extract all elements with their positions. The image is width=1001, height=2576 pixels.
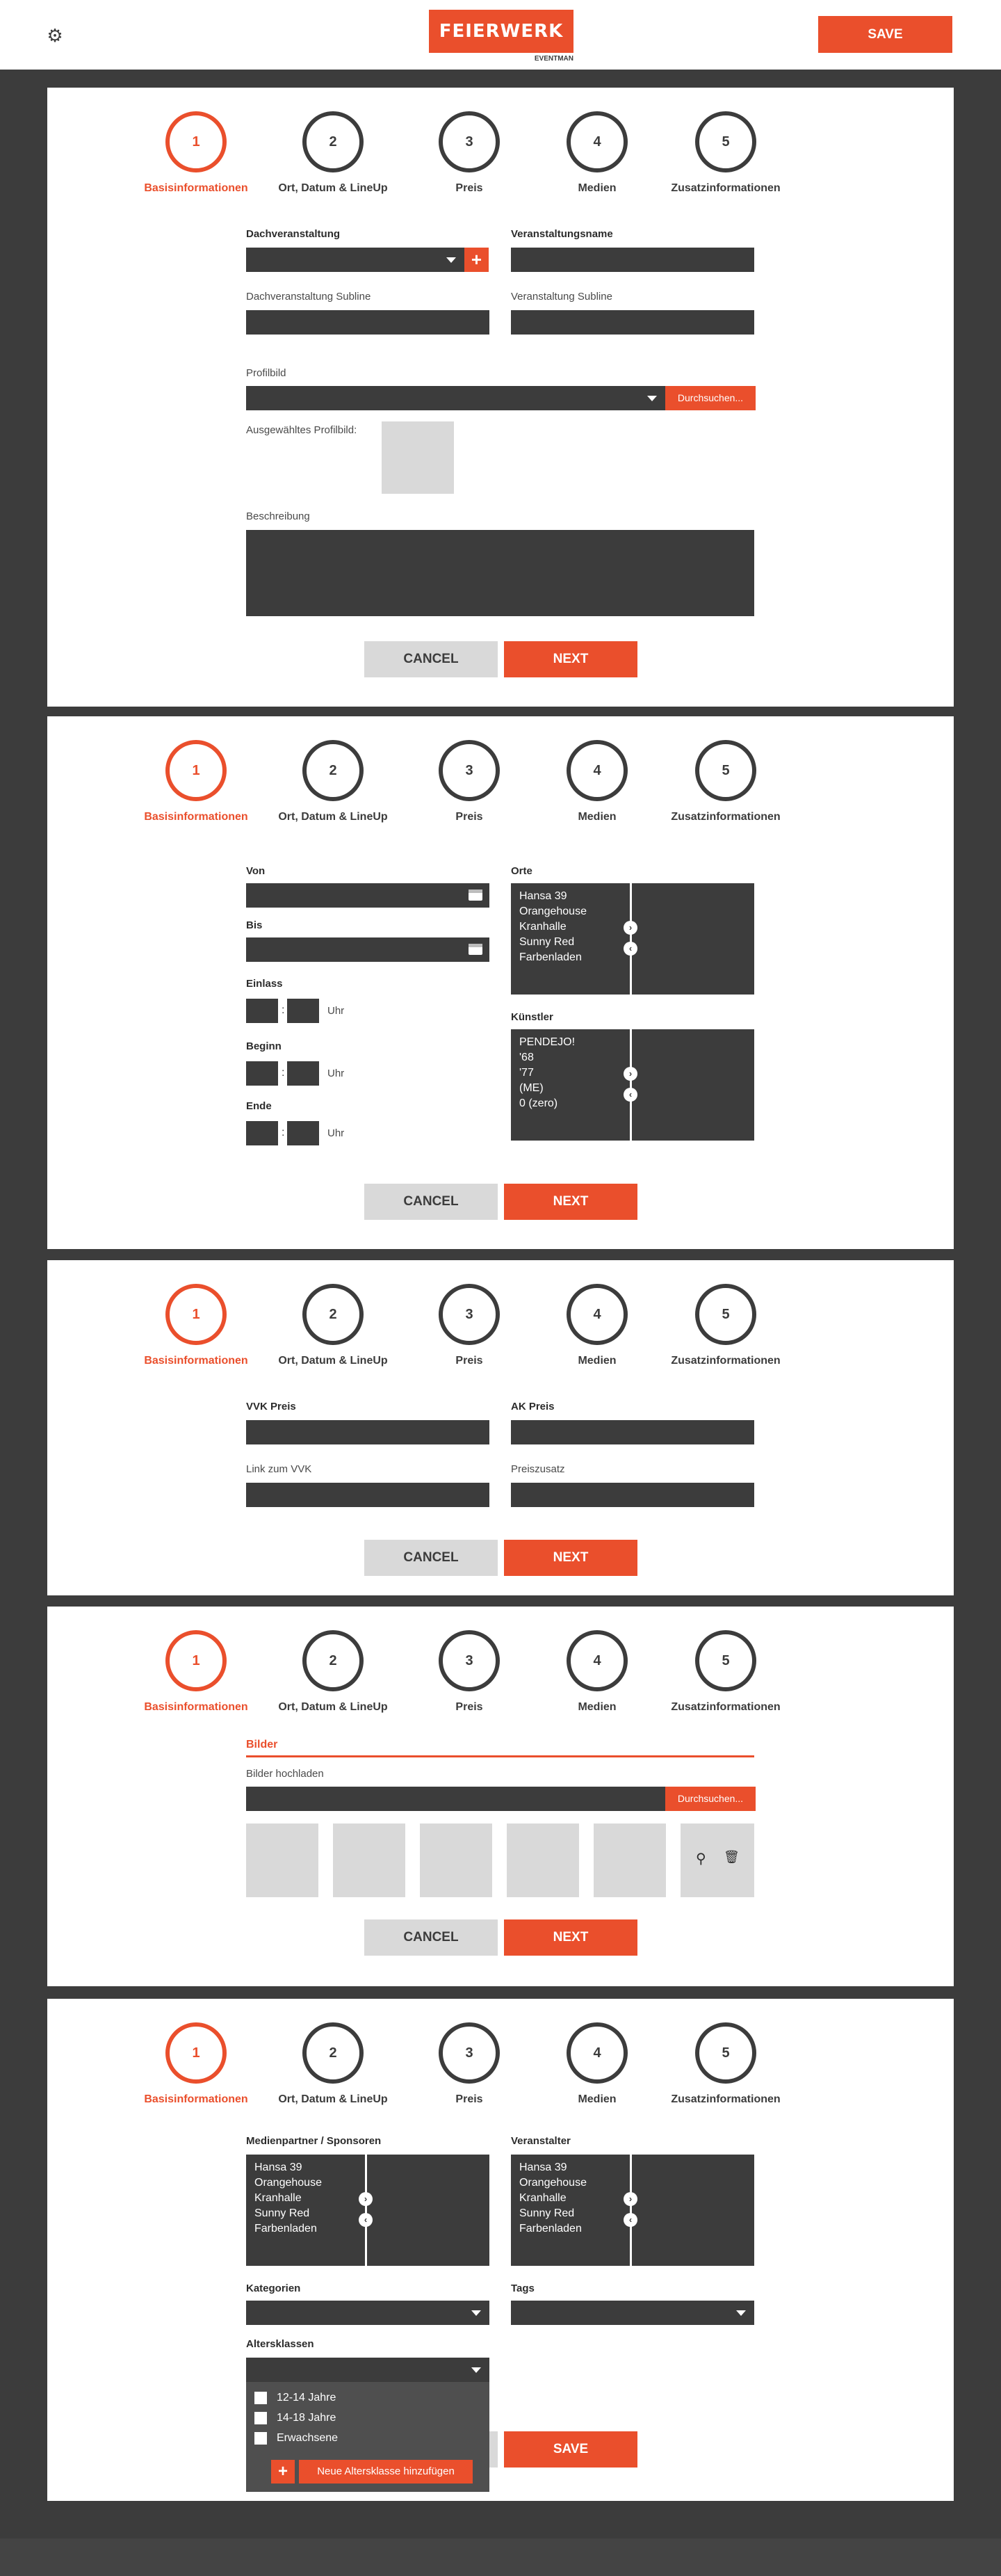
checkbox[interactable]	[254, 2412, 267, 2424]
time-separator: :	[282, 1127, 285, 1138]
ende-minute-input[interactable]	[287, 1121, 319, 1145]
step-circle[interactable]: 2	[302, 111, 364, 172]
step-circle[interactable]: 5	[695, 111, 756, 172]
bis-date-input[interactable]	[246, 937, 489, 962]
image-thumbnail[interactable]	[507, 1824, 579, 1897]
selected-profilbild-label: Ausgewähltes Profilbild:	[246, 424, 357, 436]
list-divider	[630, 1029, 632, 1141]
list-divider	[630, 2155, 632, 2266]
card-medien	[47, 1607, 954, 1986]
tags-select[interactable]	[511, 2301, 754, 2325]
step-label: Ort, Datum & LineUp	[278, 1701, 388, 1713]
cancel-button[interactable]: CANCEL	[364, 1919, 498, 1956]
step-2[interactable]	[257, 2022, 409, 2106]
cancel-button[interactable]: CANCEL	[364, 641, 498, 677]
step-1[interactable]	[120, 1284, 272, 1367]
chevron-down-icon	[446, 257, 456, 263]
sponsoren-label: Medienpartner / Sponsoren	[246, 2135, 382, 2147]
step-circle[interactable]: 1	[165, 1284, 227, 1345]
step-2[interactable]	[257, 1630, 409, 1714]
altersklasse-option[interactable]: 14-18 Jahre	[277, 2412, 336, 2424]
step-label: Ort, Datum & LineUp	[278, 2093, 388, 2105]
list-option[interactable]: Kranhalle	[254, 2192, 302, 2204]
step-2[interactable]	[257, 1284, 409, 1367]
step-1[interactable]	[120, 111, 272, 195]
step-circle[interactable]: 3	[439, 1284, 500, 1345]
image-tools	[681, 1824, 754, 1897]
image-thumbnail[interactable]	[420, 1824, 492, 1897]
altersklasse-option[interactable]: Erwachsene	[277, 2432, 339, 2444]
step-5[interactable]	[649, 1630, 802, 1714]
altersklasse-option[interactable]: 12-14 Jahre	[277, 2392, 336, 2404]
top-header	[0, 0, 1001, 70]
step-circle[interactable]: 1	[165, 2022, 227, 2084]
preiszusatz-input[interactable]	[511, 1483, 754, 1507]
chevron-down-icon	[736, 2310, 746, 2316]
logo-subtitle: EVENTMAN	[534, 55, 573, 63]
list-option[interactable]: Sunny Red	[519, 2207, 575, 2219]
stepper	[47, 1999, 954, 2110]
step-5[interactable]	[649, 2022, 802, 2106]
arrow-right-icon[interactable]: ›	[624, 2192, 637, 2206]
vvk-preis-label: VVK Preis	[246, 1401, 296, 1412]
step-label: Preis	[455, 1701, 483, 1713]
step-circle[interactable]: 4	[567, 1630, 628, 1691]
card-basisinformationen	[47, 88, 954, 707]
list-option[interactable]: Hansa 39	[519, 890, 567, 902]
step-circle[interactable]: 2	[302, 2022, 364, 2084]
veranstaltungsname-label: Veranstaltungsname	[511, 228, 613, 240]
step-label: Medien	[578, 1355, 617, 1367]
next-button[interactable]: NEXT	[504, 1184, 637, 1220]
stepper	[47, 88, 954, 199]
altersklassen-select[interactable]	[246, 2358, 489, 2382]
list-option[interactable]: Hansa 39	[519, 2162, 567, 2173]
magnifier-icon[interactable]: ⚲	[696, 1851, 706, 1867]
dachveranstaltung-label: Dachveranstaltung	[246, 228, 341, 240]
veranstalter-dual-list[interactable]	[511, 2155, 754, 2266]
step-label: Basisinformationen	[144, 182, 248, 194]
checkbox[interactable]	[254, 2392, 267, 2404]
veranstaltungsname-input[interactable]	[511, 248, 754, 272]
arrow-right-icon[interactable]: ›	[624, 1067, 637, 1081]
von-date-input[interactable]	[246, 883, 489, 908]
kuenstler-label: Künstler	[511, 1011, 553, 1023]
list-option[interactable]: Orangehouse	[519, 2177, 587, 2189]
step-circle[interactable]: 4	[567, 2022, 628, 2084]
list-option[interactable]: 0 (zero)	[519, 1097, 558, 1109]
step-label: Zusatzinformationen	[671, 2093, 781, 2105]
card-ort-datum	[47, 716, 954, 1249]
next-button[interactable]: NEXT	[504, 1540, 637, 1576]
bis-label: Bis	[246, 919, 263, 931]
step-label: Medien	[578, 182, 617, 194]
list-divider	[365, 2155, 367, 2266]
step-1[interactable]	[120, 1630, 272, 1714]
list-option[interactable]: Sunny Red	[519, 936, 575, 948]
section-divider	[246, 1755, 754, 1757]
step-circle[interactable]: 4	[567, 740, 628, 801]
list-option[interactable]: Farbenladen	[519, 2223, 582, 2235]
step-1[interactable]	[120, 2022, 272, 2106]
step-label: Preis	[455, 2093, 483, 2105]
time-separator: :	[282, 1004, 285, 1016]
link-vvk-label: Link zum VVK	[246, 1463, 312, 1475]
list-divider	[630, 883, 632, 995]
profilbild-browse-button[interactable]: Durchsuchen...	[665, 386, 756, 410]
arrow-left-icon[interactable]: ‹	[624, 942, 637, 956]
step-label: Zusatzinformationen	[671, 182, 781, 194]
step-circle[interactable]: 5	[695, 1284, 756, 1345]
step-label: Ort, Datum & LineUp	[278, 811, 388, 823]
list-option[interactable]: '77	[519, 1067, 534, 1079]
step-label: Medien	[578, 1701, 617, 1713]
step-label: Preis	[455, 182, 483, 194]
beginn-minute-input[interactable]	[287, 1061, 319, 1086]
step-2[interactable]	[257, 740, 409, 823]
stepper	[47, 1260, 954, 1371]
veranstaltung-subline-input[interactable]	[511, 310, 754, 335]
list-option[interactable]: Sunny Red	[254, 2207, 310, 2219]
sponsoren-dual-list[interactable]	[246, 2155, 489, 2266]
step-circle[interactable]: 5	[695, 2022, 756, 2084]
step-circle[interactable]: 2	[302, 740, 364, 801]
step-label: Preis	[455, 811, 483, 823]
kategorien-label: Kategorien	[246, 2283, 301, 2294]
profilbild-preview	[382, 421, 454, 494]
chevron-down-icon	[471, 2367, 481, 2373]
step-label: Basisinformationen	[144, 1355, 248, 1367]
ende-hour-input[interactable]	[246, 1121, 278, 1145]
list-option[interactable]: Hansa 39	[254, 2162, 302, 2173]
card-zusatzinformationen	[47, 1999, 954, 2501]
kuenstler-dual-list[interactable]	[511, 1029, 754, 1141]
plus-icon[interactable]: +	[271, 2460, 295, 2484]
cancel-button[interactable]: CANCEL	[364, 1184, 498, 1220]
altersklassen-dropdown	[246, 2382, 489, 2492]
arrow-right-icon[interactable]: ›	[624, 921, 637, 935]
step-label: Ort, Datum & LineUp	[278, 182, 388, 194]
list-option[interactable]: '68	[519, 1052, 534, 1063]
veranstalter-options[interactable]	[519, 2160, 587, 2237]
step-circle[interactable]: 3	[439, 1630, 500, 1691]
arrow-left-icon[interactable]: ‹	[624, 2213, 637, 2227]
chevron-down-icon	[471, 2310, 481, 2316]
veranstalter-label: Veranstalter	[511, 2135, 571, 2147]
step-circle[interactable]: 5	[695, 740, 756, 801]
step-label: Zusatzinformationen	[671, 1701, 781, 1713]
dach-subline-label: Dachveranstaltung Subline	[246, 291, 371, 303]
kategorien-select[interactable]	[246, 2301, 489, 2325]
step-1[interactable]	[120, 740, 272, 823]
profilbild-label: Profilbild	[246, 367, 286, 379]
ende-label: Ende	[246, 1100, 272, 1112]
bilder-upload-input[interactable]	[246, 1787, 665, 1811]
step-label: Zusatzinformationen	[671, 811, 781, 823]
vvk-preis-input[interactable]	[246, 1420, 489, 1444]
save-button[interactable]: SAVE	[504, 2431, 637, 2468]
ak-preis-input[interactable]	[511, 1420, 754, 1444]
list-option[interactable]: Kranhalle	[519, 921, 567, 933]
step-label: Basisinformationen	[144, 1701, 248, 1713]
list-option[interactable]: Farbenladen	[254, 2223, 317, 2235]
uhr-label: Uhr	[327, 1068, 345, 1079]
profilbild-select[interactable]	[246, 386, 665, 410]
gear-icon[interactable]: ⚙	[47, 25, 63, 46]
step-label: Basisinformationen	[144, 2093, 248, 2105]
beginn-label: Beginn	[246, 1040, 282, 1052]
orte-label: Orte	[511, 865, 532, 877]
add-dachveranstaltung-button[interactable]: +	[464, 248, 489, 272]
step-label: Medien	[578, 811, 617, 823]
save-button[interactable]: SAVE	[818, 16, 952, 53]
chevron-down-icon	[647, 396, 657, 401]
image-thumbnail[interactable]	[333, 1824, 405, 1897]
trash-icon[interactable]: 🗑	[724, 1850, 740, 1864]
step-circle[interactable]: 2	[302, 1284, 364, 1345]
step-label: Basisinformationen	[144, 811, 248, 823]
tags-label: Tags	[511, 2283, 535, 2294]
orte-options[interactable]	[519, 889, 587, 965]
image-thumbnail[interactable]	[246, 1824, 318, 1897]
preiszusatz-label: Preiszusatz	[511, 1463, 565, 1475]
step-circle[interactable]: 5	[695, 1630, 756, 1691]
arrow-left-icon[interactable]: ‹	[359, 2213, 373, 2227]
step-5[interactable]	[649, 740, 802, 823]
step-circle[interactable]: 1	[165, 111, 227, 172]
kuenstler-options[interactable]	[519, 1035, 575, 1111]
dachveranstaltung-select[interactable]	[246, 248, 464, 272]
calendar-icon[interactable]	[469, 944, 482, 955]
bilder-heading: Bilder	[246, 1739, 278, 1750]
einlass-minute-input[interactable]	[287, 999, 319, 1023]
einlass-label: Einlass	[246, 978, 283, 990]
einlass-hour-input[interactable]	[246, 999, 278, 1023]
step-circle[interactable]: 1	[165, 1630, 227, 1691]
step-circle[interactable]: 4	[567, 1284, 628, 1345]
time-separator: :	[282, 1067, 285, 1079]
step-circle[interactable]: 3	[439, 740, 500, 801]
list-option[interactable]: Orangehouse	[519, 905, 587, 917]
bilder-upload-label: Bilder hochladen	[246, 1768, 324, 1780]
beschreibung-textarea[interactable]	[246, 530, 754, 616]
link-vvk-input[interactable]	[246, 1483, 489, 1507]
step-label: Zusatzinformationen	[671, 1355, 781, 1367]
step-label: Preis	[455, 1355, 483, 1367]
add-altersklasse-button[interactable]: Neue Altersklasse hinzufügen	[299, 2460, 473, 2484]
image-thumbnail[interactable]	[594, 1824, 666, 1897]
veranstaltung-subline-label: Veranstaltung Subline	[511, 291, 612, 303]
page-footer-shade	[0, 2538, 1001, 2576]
stepper	[47, 716, 954, 828]
beschreibung-label: Beschreibung	[246, 510, 310, 522]
step-label: Ort, Datum & LineUp	[278, 1355, 388, 1367]
logo: FEIERWERK	[429, 10, 573, 53]
next-button[interactable]: NEXT	[504, 641, 637, 677]
orte-dual-list[interactable]	[511, 883, 754, 995]
von-label: Von	[246, 865, 266, 877]
list-option[interactable]: PENDEJO!	[519, 1036, 576, 1048]
step-circle[interactable]: 3	[439, 111, 500, 172]
altersklassen-label: Altersklassen	[246, 2338, 314, 2350]
list-option[interactable]: (ME)	[519, 1082, 544, 1094]
list-option[interactable]: Farbenladen	[519, 951, 582, 963]
ak-preis-label: AK Preis	[511, 1401, 555, 1412]
sponsoren-options[interactable]	[254, 2160, 322, 2237]
uhr-label: Uhr	[327, 1005, 345, 1017]
step-label: Medien	[578, 2093, 617, 2105]
step-circle[interactable]: 2	[302, 1630, 364, 1691]
cancel-button[interactable]: CANCEL	[364, 1540, 498, 1576]
next-button[interactable]: NEXT	[504, 1919, 637, 1956]
arrow-left-icon[interactable]: ‹	[624, 1088, 637, 1102]
checkbox[interactable]	[254, 2432, 267, 2445]
dach-subline-input[interactable]	[246, 310, 489, 335]
step-circle[interactable]: 3	[439, 2022, 500, 2084]
step-circle[interactable]: 1	[165, 740, 227, 801]
uhr-label: Uhr	[327, 1127, 345, 1139]
arrow-right-icon[interactable]: ›	[359, 2192, 373, 2206]
step-2[interactable]	[257, 111, 409, 195]
beginn-hour-input[interactable]	[246, 1061, 278, 1086]
list-option[interactable]: Orangehouse	[254, 2177, 322, 2189]
step-5[interactable]	[649, 1284, 802, 1367]
step-5[interactable]	[649, 111, 802, 195]
list-option[interactable]: Kranhalle	[519, 2192, 567, 2204]
card-preis	[47, 1260, 954, 1595]
bilder-browse-button[interactable]: Durchsuchen...	[665, 1787, 756, 1811]
stepper	[47, 1607, 954, 1718]
step-circle[interactable]: 4	[567, 111, 628, 172]
calendar-icon[interactable]	[469, 889, 482, 901]
